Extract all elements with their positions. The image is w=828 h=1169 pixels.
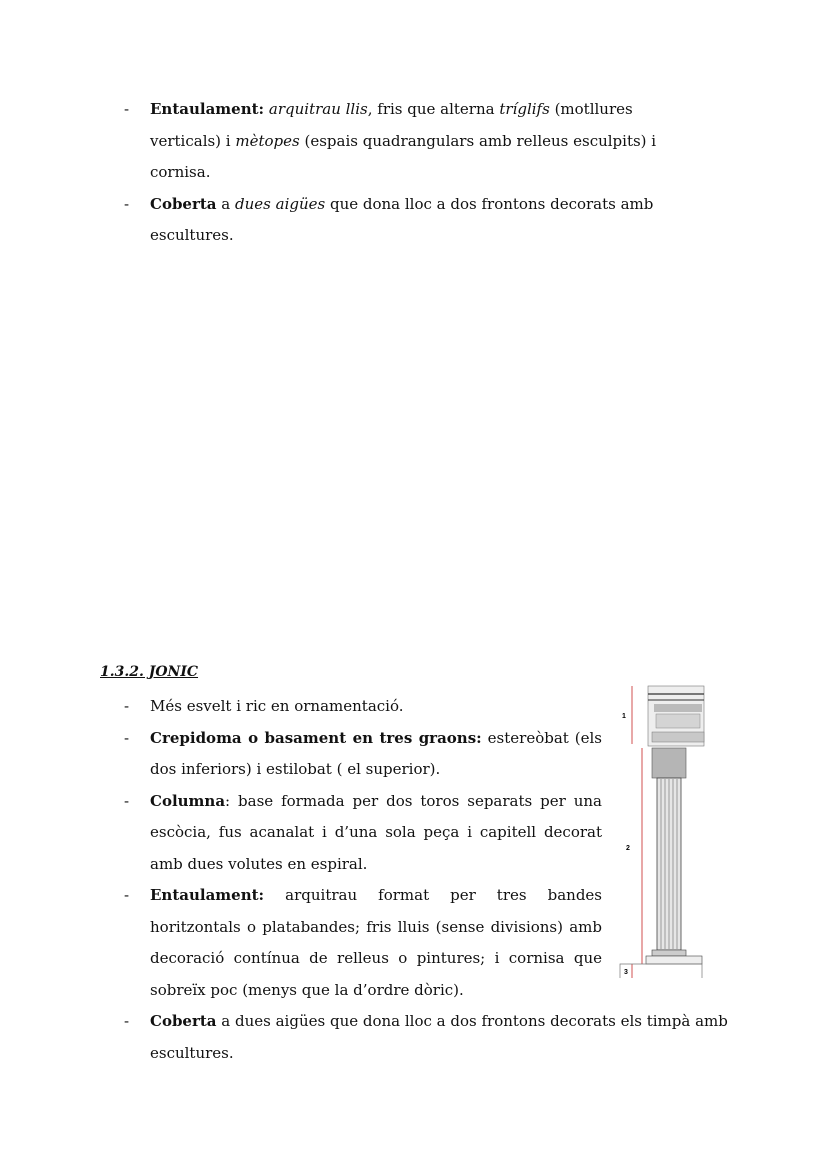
text: : base formada per dos toros separats per una escòcia, fus acanalat i d’una sola peça i capitell decorat amb dues volutes en espiral.	[150, 791, 602, 873]
figure-label-2: 2	[626, 845, 630, 852]
section-heading: 1.3.2. JONIC	[100, 664, 199, 680]
term-italic: mètopes	[235, 131, 300, 150]
term: Entaulament:	[150, 100, 265, 118]
term: Coberta	[150, 1012, 217, 1030]
list-item-coberta	[120, 1006, 730, 1069]
list-item-general	[120, 691, 602, 723]
text: (espais quadrangulars amb relleus esculpits) i cornisa.	[150, 131, 657, 181]
text: arquitrau format per tres bandes horitzontals o platabandes; fris lluis (sense divisions) amb decoració contínua de relleus o pintures; i cornisa que sobreïx poc (menys que la d’ordre dòric).	[150, 886, 602, 999]
jonic-list	[120, 691, 730, 1069]
doric-list	[120, 94, 695, 252]
figure-label-1: 1	[622, 713, 626, 720]
term-italic: dues aigües	[235, 194, 326, 213]
text: a dues aigües que dona lloc a dos frontons decorats els timpà amb escultures.	[150, 1012, 728, 1062]
term-italic: arquitrau llis	[268, 100, 368, 118]
term: Columna	[150, 791, 226, 810]
list-item-entaulament	[120, 880, 602, 1006]
term: Entaulament:	[150, 886, 265, 904]
list-item-columna	[120, 786, 602, 881]
text: que dona lloc a dos frontons decorats amb escultures.	[150, 194, 654, 244]
list-item-entaulament	[120, 94, 695, 189]
term: Coberta	[150, 194, 217, 213]
term-italic: tríglifs	[499, 100, 550, 118]
term: Crepidoma o basament en tres graons:	[150, 728, 482, 747]
list-item-coberta	[120, 189, 695, 252]
text: Més esvelt i ric en ornamentació.	[150, 697, 404, 715]
text: (motllures verticals) i	[150, 100, 633, 150]
figure-label-3: 3	[624, 969, 628, 976]
text: , fris que alterna	[367, 100, 500, 118]
text: estereòbat (els dos inferiors) i estilobat ( el superior).	[150, 728, 603, 778]
list-item-crepidoma	[120, 723, 602, 786]
text: a	[216, 194, 236, 213]
